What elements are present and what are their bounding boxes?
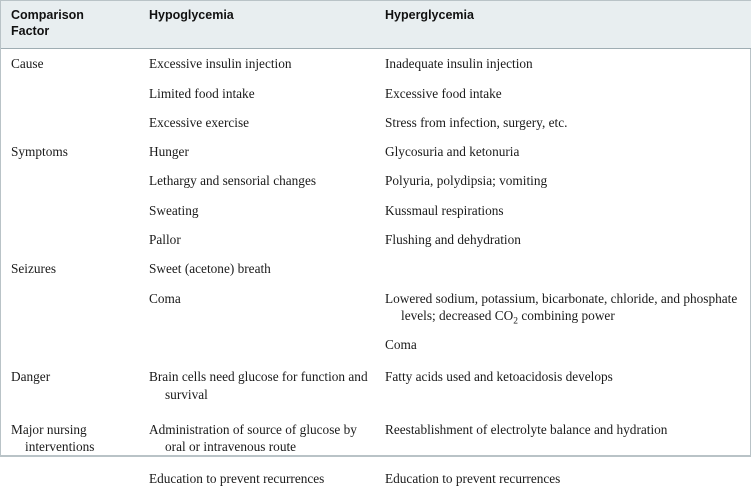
- column-header-hyperglycemia: Hyperglycemia: [377, 1, 751, 49]
- cell-hypoglycemia: [141, 330, 377, 359]
- cell-factor: [1, 225, 141, 254]
- table-bottom-rule: [1, 455, 750, 456]
- cell-hypoglycemia-text: Administration of source of glucose by oral or intravenous route: [149, 421, 357, 455]
- table-row: [1, 359, 751, 412]
- cell-factor: Seizures: [11, 261, 57, 277]
- cell-text-subscript: 2: [513, 316, 518, 327]
- table-row: [1, 225, 751, 254]
- column-header-comparison-factor: [1, 1, 141, 49]
- cell-factor: Danger: [11, 369, 51, 385]
- column-header-line-2: Factor: [11, 23, 50, 38]
- table-row: [1, 464, 751, 493]
- cell-hyperglycemia-text: [385, 290, 744, 325]
- cell-factor: Cause: [11, 56, 44, 72]
- cell-hyperglycemia: Flushing and dehydration: [385, 231, 521, 247]
- table-row: [1, 330, 751, 359]
- cell-hyperglycemia: [377, 284, 751, 331]
- cell-hyperglycemia: Inadequate insulin injection: [385, 56, 533, 72]
- column-header-hypoglycemia: Hypoglycemia: [141, 1, 377, 49]
- cell-hypoglycemia: Sweating: [149, 202, 199, 218]
- table-row: [1, 166, 751, 195]
- cell-factor: [1, 330, 141, 359]
- cell-hyperglycemia: Fatty acids used and ketoacidosis develops: [385, 369, 613, 385]
- cell-hypoglycemia: Hunger: [149, 144, 189, 160]
- cell-factor: [1, 108, 141, 137]
- cell-hyperglycemia: Coma: [385, 337, 417, 353]
- table-row: [1, 284, 751, 331]
- cell-factor-text: Major nursing interventions: [11, 421, 95, 455]
- comparison-table: [1, 1, 751, 494]
- cell-hyperglycemia: Education to prevent recurrences: [385, 471, 561, 487]
- cell-factor: [1, 284, 141, 331]
- cell-text-suffix: combining power: [518, 307, 615, 323]
- cell-hypoglycemia: Coma: [149, 290, 181, 306]
- cell-hyperglycemia: Stress from infection, surgery, etc.: [385, 114, 568, 130]
- cell-hyperglycemia: Polyuria, polydipsia; vomiting: [385, 173, 548, 189]
- table-row: [1, 49, 751, 79]
- cell-hypoglycemia: Excessive exercise: [149, 114, 250, 130]
- cell-hyperglycemia: Kussmaul respirations: [385, 202, 504, 218]
- table-row: [1, 137, 751, 166]
- cell-hyperglycemia: Reestablishment of electrolyte balance and hydration: [385, 421, 668, 437]
- cell-hyperglycemia: [377, 254, 751, 283]
- cell-hyperglycemia: Glycosuria and ketonuria: [385, 144, 520, 160]
- cell-hypoglycemia: Sweet (acetone) breath: [149, 261, 271, 277]
- cell-factor: [1, 196, 141, 225]
- cell-hypoglycemia: Excessive insulin injection: [149, 56, 292, 72]
- cell-factor: [1, 79, 141, 108]
- cell-factor: Symptoms: [11, 144, 68, 160]
- table-row: [1, 108, 751, 137]
- table-header-row: [1, 1, 751, 49]
- cell-hypoglycemia: Education to prevent recurrences: [149, 471, 325, 487]
- table-row: [1, 254, 751, 283]
- table-row: [1, 196, 751, 225]
- cell-hypoglycemia: Lethargy and sensorial changes: [149, 173, 317, 189]
- column-header-line-1: Comparison: [11, 8, 84, 22]
- cell-hypoglycemia: [141, 359, 377, 412]
- cell-text-prefix: Lowered sodium, potassium, bicarbonate, chloride, and phosphate levels; decreased CO: [385, 290, 738, 323]
- cell-hypoglycemia-text: Brain cells need glucose for function and survival: [149, 369, 368, 402]
- cell-factor: [1, 166, 141, 195]
- table-header: [1, 1, 751, 49]
- table-row: [1, 79, 751, 108]
- cell-hypoglycemia: Limited food intake: [149, 85, 255, 101]
- cell-hyperglycemia: Excessive food intake: [385, 85, 502, 101]
- cell-hypoglycemia: Pallor: [149, 231, 181, 247]
- cell-factor: [1, 464, 141, 493]
- table-body: [1, 49, 751, 494]
